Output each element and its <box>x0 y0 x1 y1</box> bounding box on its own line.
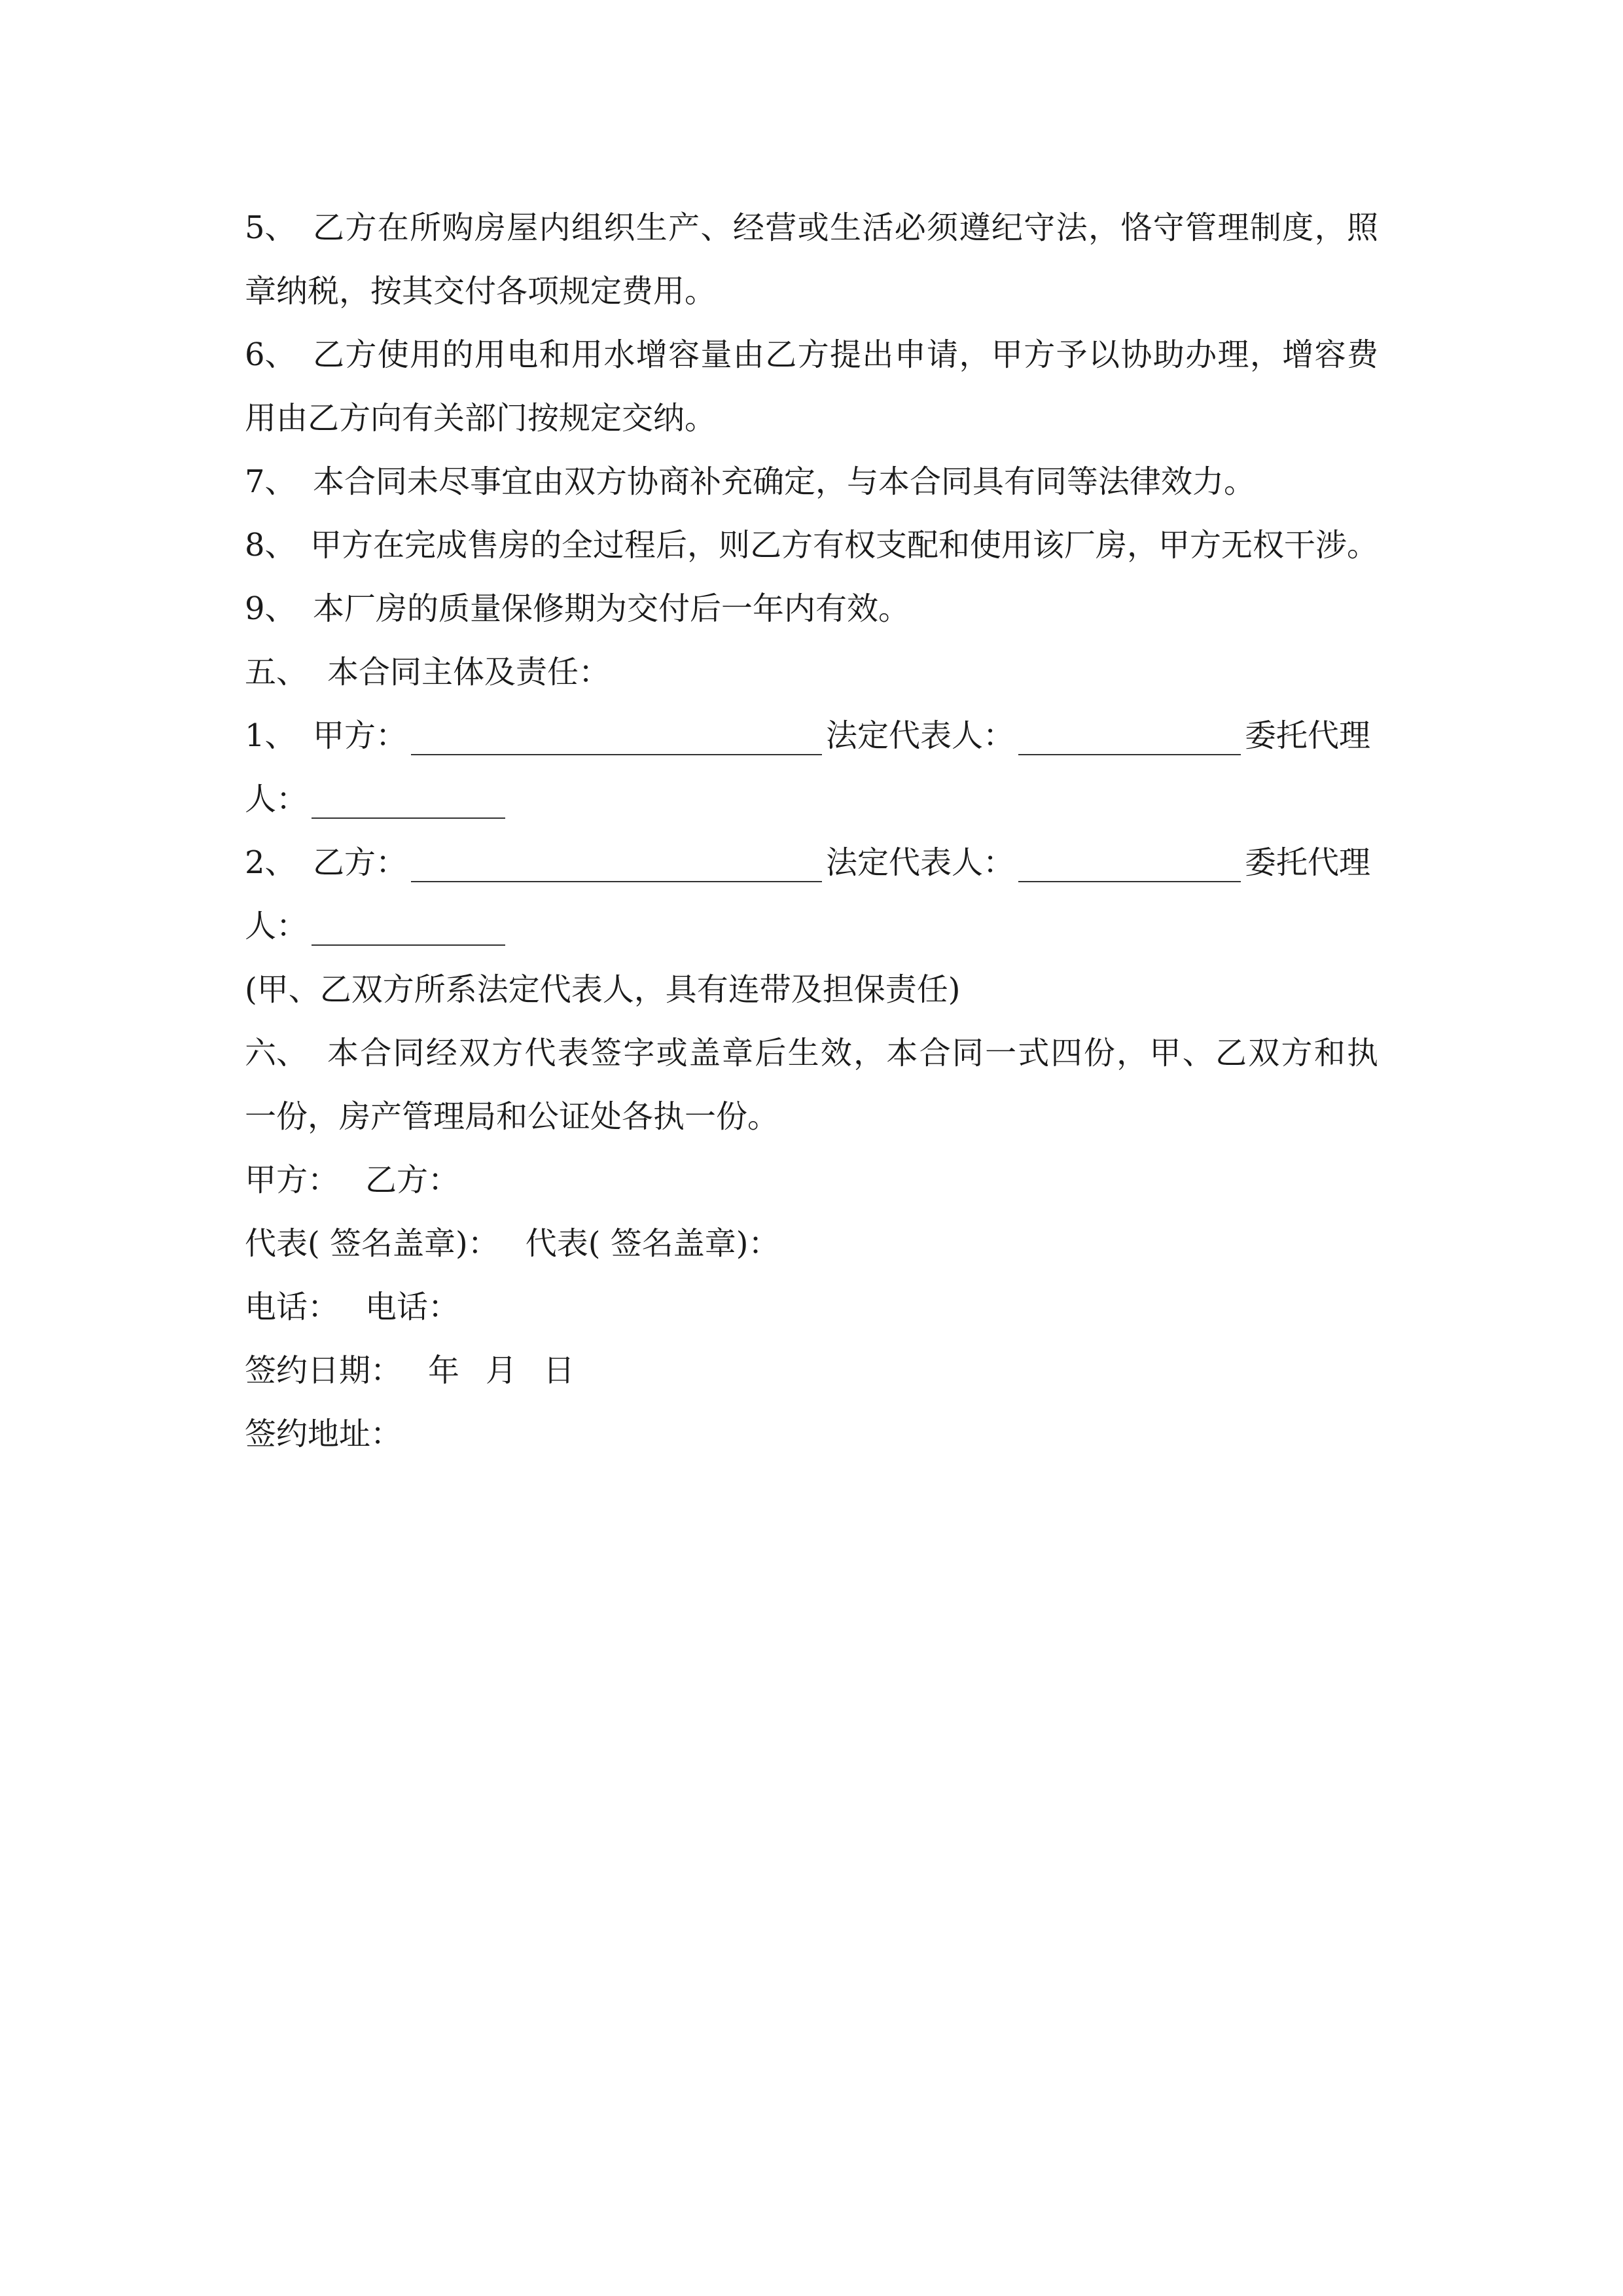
agent-label: 人： <box>245 781 308 817</box>
clause-5-line-1 <box>245 196 1378 260</box>
party-2-line-2 <box>245 895 1378 958</box>
legal-rep-label: 法定代表人： <box>826 844 1015 881</box>
contract-body <box>245 196 1378 1466</box>
section-6-line-1 <box>245 1022 1378 1085</box>
clause-number: 8、 <box>245 527 296 564</box>
clause-text: 甲方在完成售房的全过程后，则乙方有权支配和使用该厂房，甲方无权干涉。 <box>310 527 1378 564</box>
party-a-label: 甲方： <box>245 1162 340 1198</box>
signature-parties <box>245 1149 1378 1212</box>
section-text: 一份，房产管理局和公证处各执一份。 <box>245 1098 779 1135</box>
legal-rep-blank[interactable] <box>1018 844 1241 882</box>
section-number: 五、 <box>245 654 308 691</box>
party-label: 甲方： <box>313 717 408 754</box>
party-name-blank[interactable] <box>411 844 822 882</box>
party-1-line-1 <box>245 704 1378 768</box>
clause-9 <box>245 577 1378 641</box>
section-number: 六、 <box>245 1035 308 1071</box>
signature-reps <box>245 1212 1378 1276</box>
phone-a-label: 电话： <box>245 1289 340 1325</box>
clause-text: 本厂房的质量保修期为交付后一年内有效。 <box>313 590 910 627</box>
clause-text: 章纳税，按其交付各项规定费用。 <box>245 273 717 310</box>
party-2-line-1 <box>245 831 1378 895</box>
phone-b-label: 电话： <box>365 1289 460 1325</box>
party-name-blank[interactable] <box>411 717 822 755</box>
agent-blank[interactable] <box>312 908 505 946</box>
day-label: 日 <box>543 1352 575 1389</box>
signature-place <box>245 1403 1378 1466</box>
note-text: (甲、乙双方所系法定代表人，具有连带及担保责任) <box>245 971 961 1008</box>
section-5-heading <box>245 641 1378 704</box>
clause-number: 5、 <box>245 209 296 246</box>
agent-label: 委托代理 <box>1245 717 1371 754</box>
signature-date <box>245 1339 1378 1403</box>
legal-rep-label: 法定代表人： <box>826 717 1015 754</box>
section-title: 本合同主体及责任： <box>327 654 611 691</box>
year-label: 年 <box>428 1352 460 1389</box>
rep-b-label: 代表( 签名盖章)： <box>525 1225 780 1262</box>
clause-text: 乙方在所购房屋内组织生产、经营或生活必须遵纪守法，恪守管理制度，照 <box>313 209 1378 246</box>
month-label: 月 <box>486 1352 518 1389</box>
party-b-label: 乙方： <box>365 1162 460 1198</box>
clause-8 <box>245 514 1378 577</box>
agent-blank[interactable] <box>312 781 505 819</box>
clause-6-line-1 <box>245 323 1378 387</box>
clause-number: 2、 <box>245 844 296 881</box>
clause-6-line-2 <box>245 387 1378 450</box>
agent-label: 人： <box>245 908 308 944</box>
clause-5-line-2 <box>245 260 1378 323</box>
agent-label: 委托代理 <box>1245 844 1371 881</box>
date-label: 签约日期： <box>245 1352 402 1389</box>
section-text: 本合同经双方代表签字或盖章后生效，本合同一式四份，甲、乙双方和执 <box>327 1035 1378 1071</box>
rep-a-label: 代表( 签名盖章)： <box>245 1225 499 1262</box>
clause-text: 本合同未尽事宜由双方协商补充确定，与本合同具有同等法律效力。 <box>313 463 1256 500</box>
clause-text: 乙方使用的用电和用水增容量由乙方提出申请，甲方予以协助办理，增容费 <box>313 336 1378 373</box>
joint-liability-note <box>245 958 1378 1022</box>
place-label: 签约地址： <box>245 1416 402 1452</box>
legal-rep-blank[interactable] <box>1018 717 1241 755</box>
clause-7 <box>245 450 1378 514</box>
clause-text: 用由乙方向有关部门按规定交纳。 <box>245 400 717 437</box>
clause-number: 6、 <box>245 336 296 373</box>
section-6-line-2 <box>245 1085 1378 1149</box>
clause-number: 1、 <box>245 717 296 754</box>
party-1-line-2 <box>245 768 1378 831</box>
signature-phones <box>245 1276 1378 1339</box>
clause-number: 9、 <box>245 590 296 627</box>
clause-number: 7、 <box>245 463 296 500</box>
party-label: 乙方： <box>313 844 408 881</box>
